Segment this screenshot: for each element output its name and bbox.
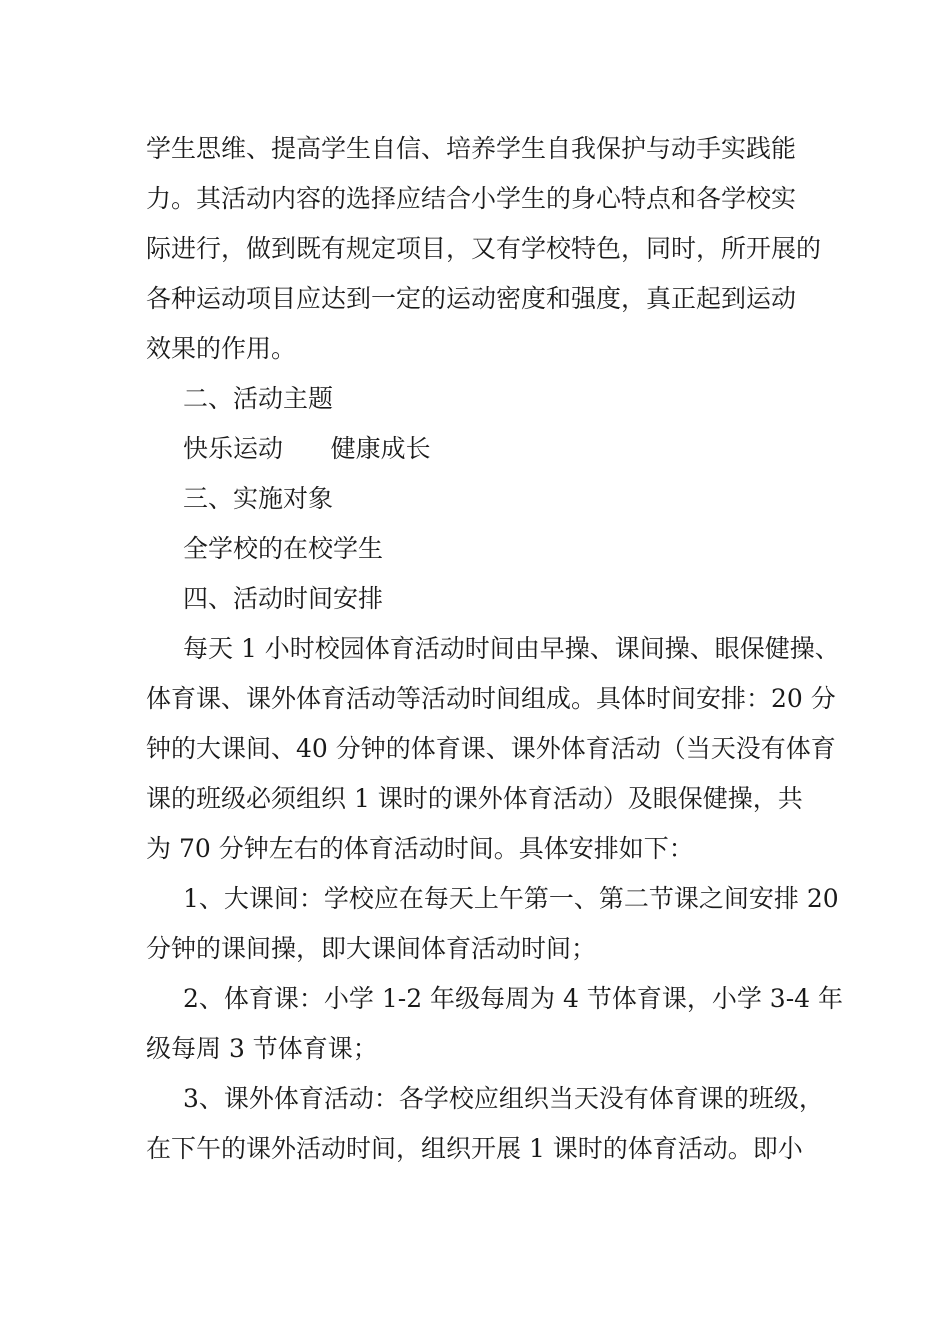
body-line: 体育课、课外体育活动等活动时间组成。具体时间安排：20 分 [146, 684, 836, 713]
section-heading-target: 三、实施对象 [183, 484, 334, 513]
section-heading-schedule: 四、活动时间安排 [183, 584, 384, 613]
body-line: 分钟的课间操，即大课间体育活动时间； [146, 934, 597, 963]
body-line: 力。其活动内容的选择应结合小学生的身心特点和各学校实 [146, 184, 797, 213]
body-line: 为 70 分钟左右的体育活动时间。具体安排如下： [146, 834, 694, 863]
body-line: 各种运动项目应达到一定的运动密度和强度，真正起到运动 [146, 284, 797, 313]
body-line: 钟的大课间、40 分钟的体育课、课外体育活动（当天没有体育 [146, 734, 836, 763]
body-line: 学生思维、提高学生自信、培养学生自我保护与动手实践能 [146, 134, 797, 163]
paragraph-first-line: 每天 1 小时校园体育活动时间由早操、课间操、眼保健操、 [183, 634, 840, 663]
body-line: 际进行，做到既有规定项目，又有学校特色，同时，所开展的 [146, 234, 822, 263]
target-text: 全学校的在校学生 [183, 534, 384, 563]
body-line: 级每周 3 节体育课； [146, 1034, 378, 1063]
body-line: 效果的作用。 [146, 334, 297, 363]
theme-text: 快乐运动 健康成长 [183, 434, 431, 463]
body-line: 在下午的课外活动时间，组织开展 1 课时的体育活动。即小 [146, 1134, 803, 1163]
body-line: 课的班级必须组织 1 课时的课外体育活动）及眼保健操，共 [146, 784, 803, 813]
document-body [146, 124, 844, 1174]
list-item-3: 3、课外体育活动：各学校应组织当天没有体育课的班级， [183, 1084, 824, 1113]
section-heading-theme: 二、活动主题 [183, 384, 334, 413]
list-item-2: 2、体育课：小学 1-2 年级每周为 4 节体育课，小学 3-4 年 [183, 984, 844, 1013]
list-item-1: 1、大课间：学校应在每天上午第一、第二节课之间安排 20 [183, 884, 839, 913]
